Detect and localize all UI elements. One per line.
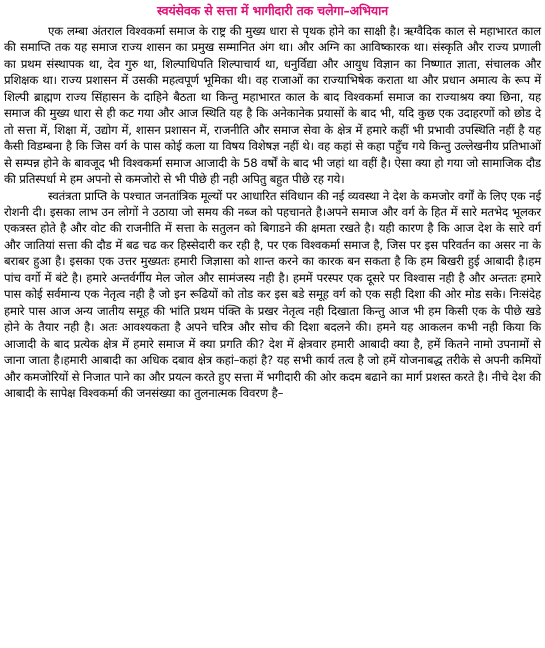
paragraph-history: एक लम्बा अंतराल विश्वकर्मा समाज के राष्ट्र की मुख्य धारा से पृथक होने का साक्षी है। ऋग्वैदिक काल से महाभारत काल की समाप्ति तक यह समाज राज्य शासन का प्रमुख सम्मानित अंग था। और अग्नि का आविष्कारक था। संस्कृति और राज्य प्रणाली का प्रथम संस्थापक था, देव गुरु था, शिल्पाधिपति शिल्पाचार्य था, धनुर्विद्या और आयुध विज्ञान का निष्णात ज्ञाता, संचालक और प्रशिक्षक था। राज्य प्रशासन में उसकी महत्वपूर्ण भूमिका थी। वह राजाओं का राज्याभिषेक कराता था और प्रधान अमात्य के रूप में शिल्पी ब्राह्मण राज्य सिंहासन के दाहिने बैठता था किन्तु महाभारत काल के बाद विश्वकर्मा समाज का राज्याश्रय क्या छिना, यह समाज की मुख्य धारा से ही कट गया और आज स्थिति यह है कि अनेकानेक प्रयासों के बाद भी, यदि कुछ एक उदाहरणों को छोड दे तो सत्ता में, शिक्षा में, उद्योग में, शासन प्रशासन में, राजनीति और समाज सेवा के क्षेत्र में हमारे कहीं भी प्रभावी उपस्थिति नहीं है यह कैसी विडम्बना है कि जिस वर्ग के पास कोई कला या विषय विशेषज्ञ नहीं थे। वह कहां से कहा पहुँच गये किन्तु उल्लेखनीय प्रतिभाओं से सम्पन्न होने के बावजूद भी विश्वकर्मा समाज आजादी के 58 वर्षों के बाद भी जहां था वहीं है। ऐसा क्या हो गया जो सामाजिक दौड की प्रतिस्पर्धा मे हम अपनो से कमजोरो से भी पीछे ही नही अपितु बहुत पीछे रह गये।	[4, 24, 541, 187]
paragraph-independence: स्वतंत्रता प्राप्ति के पश्चात जनतांत्रिक मूल्यों पर आधारित संविधान की नई व्यवस्था ने देश के कमजोर वर्गों के लिए एक नई रोशनी दी। इसका लाभ उन लोगों ने उठाया जो समय की नब्ज को पहचानते है।अपने समाज और वर्ग के हित में सारे मतभेद भूलकर एकत्रस्त होते है और वोट की राजनीति में सत्ता के सतुलन को बिगाडने की क्षमता रखते है। यही कारण है कि आज देश के सारे वर्ग और जातियां सत्ता की दौड में बढ चढ कर हिस्सेदारी कर रही है, पर एक विश्वकर्मा समाज है, जिस पर इस परिवर्तन का असर ना के बराबर हुआ है। इसका एक उत्तर मुख्यतः हमारी जिज्ञासा को शान्त करने का कारक बन सकता है कि हम बिखरी हुई आबादी है।हम पांच वर्गो में बंटे है। हमारे अन्तर्वर्गीय मेल जोल और सामंजस्य नही है। हममें परस्पर एक दूसरे पर विश्वास नही है और अन्ततः हमारे पास कोई सर्वमान्य एक नेतृत्व नही है जो इन रूढियों को तोड कर इस बडे समूह वर्ग को एक सही दिशा की ओर मोड सके। निःसंदेह हमारे पास आज अन्य जातीय समूह की भांति प्रथम पंक्ति के प्रखर नेतृत्व नही दिखाता किन्तु आज भी हम किसी एक के पीछे खडे होने के तैयार नही है। अतः आवश्यकता है अपने चरित्र और सोच की दिशा बदलने की। हमने यह आकलन कभी नही किया कि आजादी के बाद प्रत्येक क्षेत्र में हमारे समाज में क्या प्रगति की? देश में क्षेत्रवार हमारी आबादी क्या है, हमें कितने नामो उपनामों से जाना जाता है।हमारी आबादी का अधिक दबाव क्षेत्र कहां–कहां है? यह सभी कार्य तत्व है जो हमें योजनाबद्ध तरीके से अपनी कमियों और कमजोरियों से निजात पाने का और प्रयत्न करते हुए सत्ता में भगीदारी की ओर कदम बढाने का मार्ग प्रशस्त करते है। नीचे देश की आबादी के सापेक्ष विश्वकर्मा की जनसंख्या का तुलनात्मक विवरण है–	[4, 188, 541, 400]
document-title: स्वयंसेवक से सत्ता में भागीदारी तक चलेगा–अभियान	[156, 3, 389, 18]
